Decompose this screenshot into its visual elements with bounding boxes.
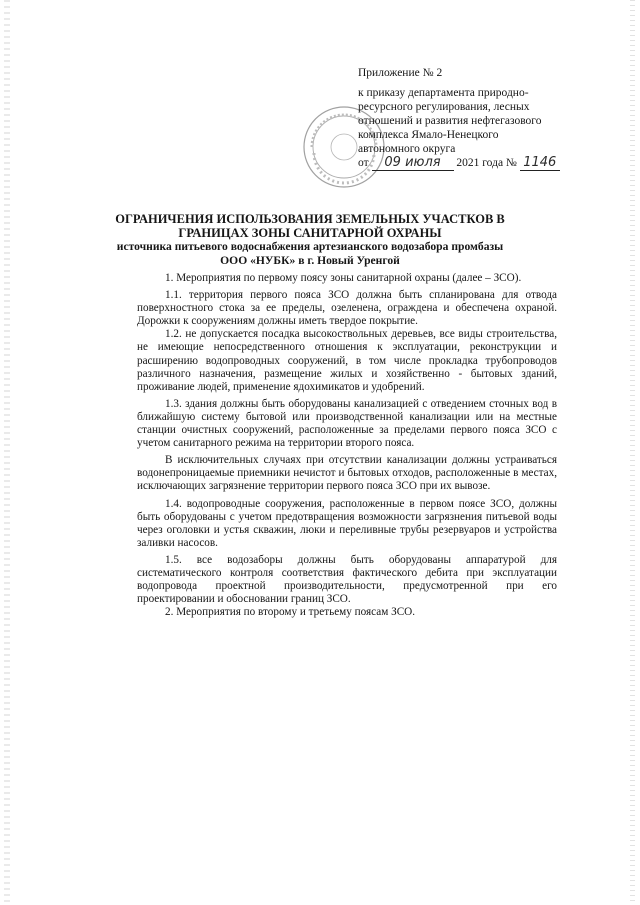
appendix-line: к приказу департамента природно- [358, 87, 529, 99]
section-2-heading: 2. Мероприятия по второму и третьему поясам ЗСО. [165, 606, 416, 619]
heading-line: ГРАНИЦАХ ЗОНЫ САНИТАРНОЙ ОХРАНЫ [178, 226, 442, 240]
appendix-line: отношений и развития нефтегазового [358, 115, 542, 127]
order-date-row [358, 156, 588, 171]
heading-line: ООО «НУБК» в г. Новый Уренгой [220, 254, 400, 267]
heading-line: ОГРАНИЧЕНИЯ ИСПОЛЬЗОВАНИЯ ЗЕМЕЛЬНЫХ УЧАСТКОВ В [115, 212, 505, 226]
document-body [137, 272, 557, 619]
appendix-block [358, 66, 588, 171]
date-year: 2021 года № [456, 157, 517, 169]
paragraph-1-4: 1.4. водопроводные сооружения, расположенные в первом поясе ЗСО, должны быть оборудованы с учетом предотвращения возможности загрязнения питьевой воды через оголовки и устья скважин, люки и переливные трубы резервуаров и устройства заливки насосов. [137, 497, 557, 549]
date-prefix: от [358, 157, 369, 169]
paragraph-1-1: 1.1. территория первого пояса ЗСО должна быть спланирована для отвода поверхностного стока за ее пределы, озеленена, ограждена и обеспечена охраной. Дорожки к сооружениям должны иметь твердое покрытие. [137, 289, 557, 328]
appendix-title: Приложение № 2 [358, 67, 443, 79]
scan-edge-right [630, 0, 635, 905]
paragraph-1-5: 1.5. все водозаборы должны быть оборудованы аппаратурой для систематического контроля соответствия фактического дебита при эксплуатации водопровода проектной производительности, предусмотренной при его проектировании и обосновании границ ЗСО. [137, 553, 557, 606]
scan-edge-left [4, 0, 10, 905]
paragraph-1-2: 1.2. не допускается посадка высокоствольных деревьев, все виды строительства, не имеющие непосредственного отношения к эксплуатации, реконструкции и расширению водопроводных сооружений, в том числе прокладка трубопроводов различного назначения, размещение жилых и хозяйственно - бытовых зданий, проживание людей, применение ядохимикатов и удобрений. [137, 328, 557, 393]
appendix-line: ресурсного регулирования, лесных [358, 101, 530, 113]
paragraph-1-3: 1.3. здания должны быть оборудованы канализацией с отведением сточных вод в ближайшую систему бытовой или производственной канализации или на местные станции очистных сооружений, расположенные за пределами первого пояса ЗСО с учетом санитарного режима на территории второго пояса. [137, 397, 557, 450]
handwritten-date: 09 июля [372, 156, 454, 171]
section-1-heading: 1. Мероприятия по первому поясу зоны санитарной охраны (далее – ЗСО). [165, 272, 522, 284]
appendix-line: автономного округа [358, 143, 456, 155]
appendix-line: комплекса Ямало-Ненецкого [358, 129, 499, 141]
paragraph-1-3-exception: В исключительных случаях при отсутствии канализации должны устраиваться водонепроницаемые приемники нечистот и бытовых отходов, расположенные в местах, исключающих загрязнение территории первого пояса ЗСО при их вывозе. [137, 454, 557, 493]
document-heading [110, 212, 510, 268]
heading-line: источника питьевого водоснабжения артезианского водозабора промбазы [116, 240, 504, 253]
handwritten-number: 1146 [520, 156, 560, 171]
